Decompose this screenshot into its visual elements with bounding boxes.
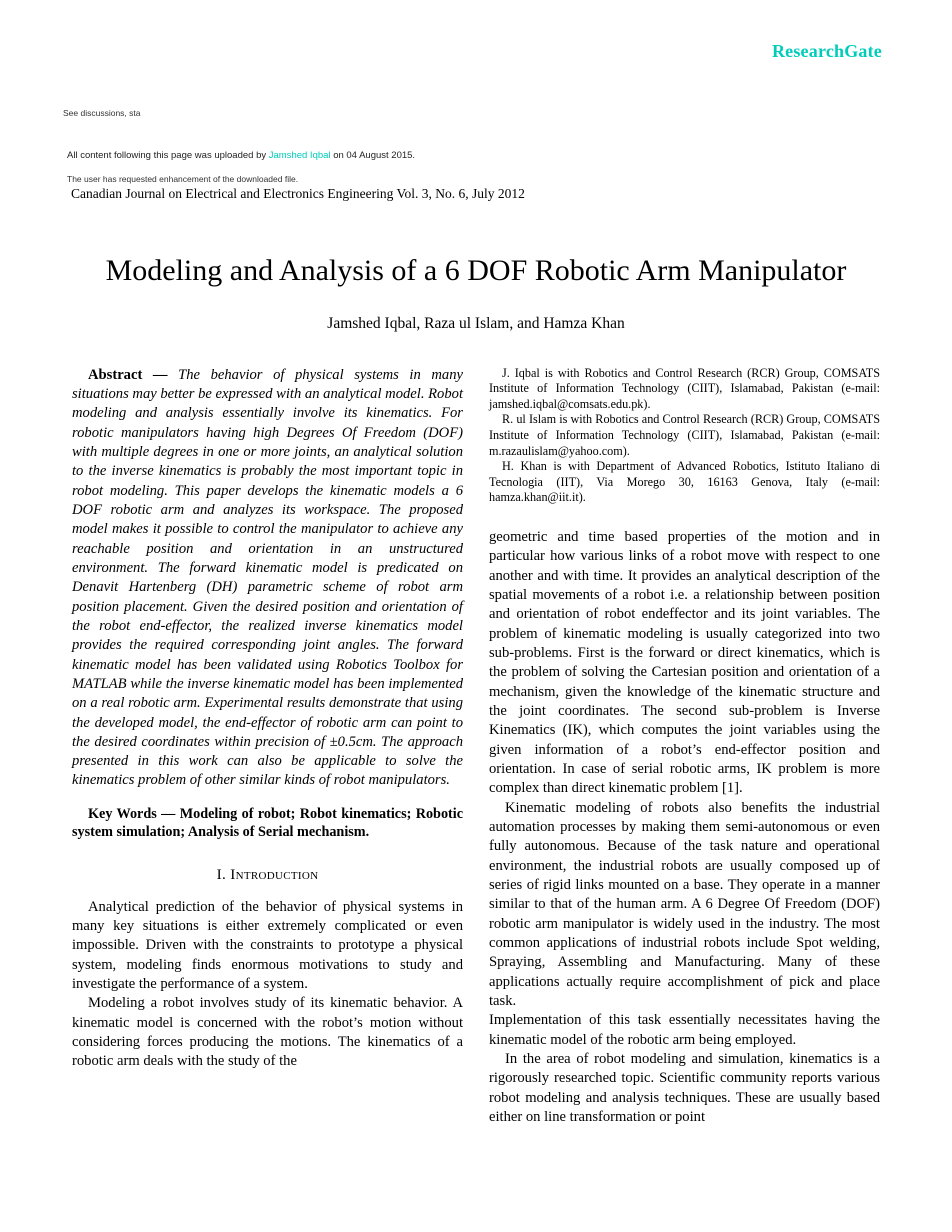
body-paragraph-2: Kinematic modeling of robots also benefits the industrial automation processes by making them semi-autonomous or even fully autonomous. Because of the task nature and operational environment, the industrial robots are usually composed up of series of rigid links mounted on a base. They operate in a manner similar to that of the human arm. A 6 Degree Of Freedom (DOF) robotic arm manipulator is widely used in the industry. The most common applications of industrial robots include Spot welding, Spraying, Assembling and Manufacturing. Many of these applications actually require accomplishment of pick and place task. (489, 799, 880, 1009)
abstract (72, 366, 463, 791)
paper-authors: Jamshed Iqbal, Raza ul Islam, and Hamza Khan (327, 314, 625, 332)
two-column-layout (72, 366, 880, 1128)
researchgate-logo[interactable]: ResearchGate (771, 41, 882, 61)
abstract-label: Abstract — (88, 366, 168, 383)
section-heading-introduction: I. Introduction (216, 865, 319, 883)
see-discussions-text: See discussions, sta (63, 108, 141, 118)
upload-note (67, 150, 415, 161)
keywords-text: Modeling of robot; Robot kinematics; Robotic system simulation; Analysis of Serial mechanism. (72, 805, 464, 841)
upload-note-prefix: All content following this page was uploaded by (67, 150, 267, 161)
enhancement-note: The user has requested enhancement of the downloaded file. (67, 174, 299, 184)
paper-body (72, 250, 880, 1127)
journal-header: Canadian Journal on Electrical and Electronics Engineering Vol. 3, No. 6, July 2012 (71, 186, 525, 201)
uploader-link[interactable]: Jamshed Iqbal (268, 150, 331, 161)
body-paragraph-3: Implementation of this task essentially necessitates having the kinematic model of the robotic arm being employed. (489, 1012, 880, 1048)
body-paragraph-1: geometric and time based properties of the motion and in particular how various links of a robot move with respect to one another and with time. It provides an analytical description of the spatial movements of a robot i.e. a relationship between position and orientation of robot endeffector and its joint variables. The problem of kinematic modeling is usually categorized into two sub-problems. First is the forward or direct kinematics, which is the problem of solving the Cartesian position and orientation of a mechanism, given the knowledge of the kinematic structure and the joint coordinates. The second sub-problem is Inverse Kinematics (IK), which computes the joint variables using the given information of a robot’s end-effector position and orientation. In case of serial robotic arms, IK problem is more complex than direct kinematic problem [1]. (489, 529, 880, 797)
paper-title: Modeling and Analysis of a 6 DOF Robotic Arm Manipulator (105, 254, 847, 287)
body-paragraph-4: In the area of robot modeling and simulation, kinematics is a rigorously researched topic. Scientific community reports various robot modeling and analysis techniques. These are usually based either on line transformation or point (489, 1050, 880, 1125)
right-column (489, 366, 880, 1128)
upload-note-suffix: on 04 August 2015. (333, 150, 416, 161)
keywords (72, 805, 463, 842)
intro-paragraph-2: Modeling a robot involves study of its kinematic behavior. A kinematic model is concerned with the robot’s motion without considering forces producing the motions. The kinematics of a robotic arm deals with the study of the (72, 995, 463, 1070)
keywords-label: Key Words — (88, 805, 176, 822)
author-affiliations (489, 366, 880, 506)
intro-paragraph-1: Analytical prediction of the behavior of physical systems in many key situations is either extremely complicated or even impossible. Driven with the constraints to prototype a physical system, modeling finds enormous motivations to study and investigate the performance of a system. (72, 898, 463, 993)
affiliation-khan: H. Khan is with Department of Advanced Robotics, Istituto Italiano di Tecnologia (IIT), Via Morego 30, 16163 Genova, Italy (e-mail: hamza.khan@iit.it). (489, 459, 880, 505)
left-column (72, 366, 463, 1128)
abstract-text: The behavior of physical systems in many situations may better be expressed with an analytical model. Robot modeling and analysis essentially involve its kinematics. For robotic manipulators having high Degrees Of Freedom (DOF) with multiple degrees in one or more joints, an analytical solution to the inverse kinematics is probably the most important topic in robot modeling. This paper develops the kinematic models a 6 DOF robotic arm and analyzes its workspace. The proposed model makes it possible to control the manipulator to achieve any reachable position and orientation in an unstructured environment. The forward kinematic model is predicated on Denavit Hartenberg (DH) parametric scheme of robot arm position placement. Given the desired position and orientation of the robot end-effector, the realized inverse kinematics model provides the required corresponding joint angles. The forward kinematic model has been validated using Robotics Toolbox for MATLAB while the inverse kinematic model has been implemented on a real robotic arm. Experimental results demonstrate that using the developed model, the end-effector of robotic arm can point to the desired coordinates within precision of ±0.5cm. The approach presented in this work can also be applicable to solve the kinematics problem of other similar kinds of robot manipulators. (72, 366, 463, 789)
affiliation-ul-islam: R. ul Islam is with Robotics and Control Research (RCR) Group, COMSATS Institute of Information Technology (CIIT), Islamabad, Pakistan (e-mail: m.razaulislam@yahoo.com). (489, 412, 880, 458)
affiliation-iqbal: J. Iqbal is with Robotics and Control Research (RCR) Group, COMSATS Institute of Information Technology (CIIT), Islamabad, Pakistan (e-mail: jamshed.iqbal@comsats.edu.pk). (489, 365, 880, 411)
